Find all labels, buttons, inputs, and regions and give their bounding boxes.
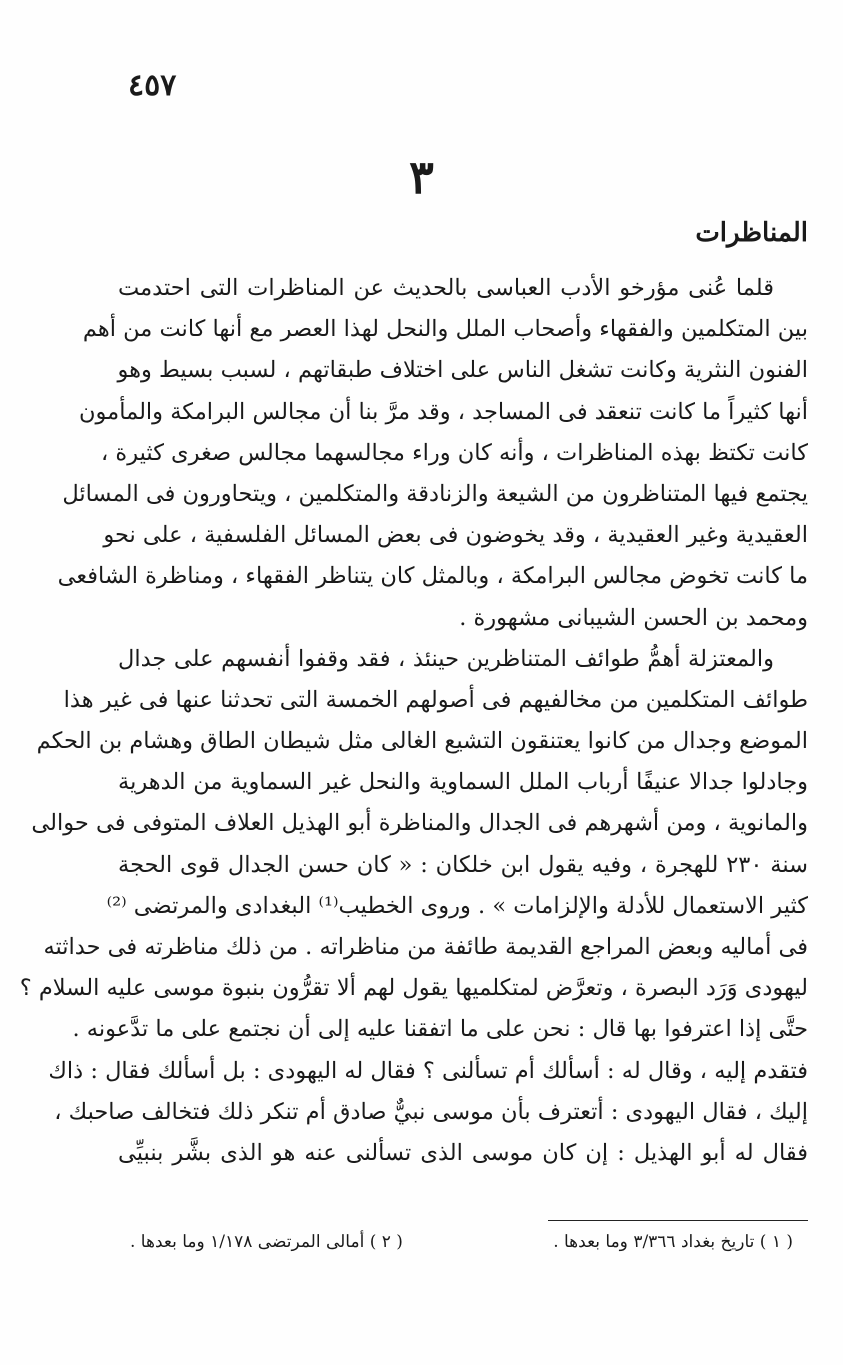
text-line: والمانوية ، ومن أشهرهم فى الجدال والمناظرة أبو الهذيل العلاف المتوفى فى حوالى bbox=[31, 810, 808, 837]
text-line: العقيدية وغير العقيدية ، وقد يخوضون فى بعض المسائل الفلسفية ، على نحو bbox=[103, 522, 808, 549]
text-line: قلما عُنى مؤرخو الأدب العباسى بالحديث عن المناظرات التى احتدمت bbox=[118, 275, 774, 301]
text-line: والمعتزلة أهمُّ طوائف المتناظرين حينئذ ، فقد وقفوا أنفسهم على جدال bbox=[118, 645, 774, 672]
text-line: سنة ٢٣٠ للهجرة ، وفيه يقول ابن خلكان : « كان حسن الجدال قوى الحجة bbox=[118, 851, 809, 878]
footnotes bbox=[130, 1227, 793, 1257]
text-line: الموضع وجدال من كانوا يعتنقون التشيع الغالى مثل شيطان الطاق وهشام بن الحكم bbox=[36, 728, 808, 755]
text-line: فى أماليه وبعض المراجع القديمة طائفة من مناظراته . من ذلك مناظرته فى حداثته bbox=[43, 934, 808, 960]
chapter-number: ٣ bbox=[409, 150, 434, 204]
text-line: بين المتكلمين والفقهاء وأصحاب الملل والنحل لهذا العصر مع أنها كانت من أهم bbox=[82, 316, 808, 343]
text-line: وجادلوا جدالا عنيفًا أرباب الملل السماوية والنحل غير السماوية من الدهرية bbox=[118, 769, 808, 796]
text-line: ومحمد بن الحسن الشيبانى مشهورة . bbox=[459, 604, 808, 631]
text-line: حتَّى إذا اعترفوا بها قال : نحن على ما اتفقنا عليه إلى أن نجتمع على ما تدَّعونه . bbox=[72, 1016, 808, 1043]
text-line: فتقدم إليه ، وقال له : أسألك أم تسألنى ؟ فقال له اليهودى : بل أسألك فقال : ذاك bbox=[48, 1057, 808, 1084]
text-line: ما كانت تخوض مجالس البرامكة ، وبالمثل كان يتناظر الفقهاء ، ومناظرة الشافعى bbox=[57, 563, 808, 590]
text-line: الفنون النثرية وكانت تشغل الناس على اختلاف طبقاتهم ، لسبب بسيط وهو bbox=[117, 357, 808, 384]
footnote-divider bbox=[548, 1220, 808, 1221]
page-number: ٤٥٧ bbox=[128, 68, 177, 103]
text-line: طوائف المتكلمين من مخالفيهم فى أصولهم الخمسة التى تحدثنا عنها فى غير هذا bbox=[63, 686, 808, 713]
footnote-2: ( ٢ ) أمالى المرتضى ١/١٧٨ وما بعدها . bbox=[130, 1232, 403, 1252]
text-line: أنها كثيراً ما كانت تنعقد فى المساجد ، وقد مرَّ بنا أن مجالس البرامكة والمأمون bbox=[79, 398, 808, 425]
text-line: إليك ، فقال اليهودى : أتعترف بأن موسى نبيٌّ صادق أم تنكر ذلك فتخالف صاحبك ، bbox=[54, 1098, 808, 1125]
text-line: كانت تكتظ بهذه المناظرات ، وأنه كان وراء مجالسهما مجالس صغرى كثيرة ، bbox=[101, 439, 808, 466]
text-line: فقال له أبو الهذيل : إن كان موسى الذى تسألنى عنه هو الذى بشَّر بنبيِّى bbox=[118, 1139, 808, 1166]
footnote-1: ( ١ ) تاريخ بغداد ٣/٣٦٦ وما بعدها . bbox=[553, 1232, 793, 1252]
section-title: المناظرات bbox=[695, 218, 808, 248]
text-line: يجتمع فيها المتناظرون من الشيعة والزنادقة والمتكلمين ، ويتحاورون فى المسائل bbox=[62, 480, 808, 507]
text-line: كثير الاستعمال للأدلة والإلزامات » . وروى الخطيب⁽¹⁾ البغدادى والمرتضى ⁽²⁾ bbox=[106, 892, 808, 919]
body-text bbox=[19, 268, 809, 1174]
text-line: ليهودى وَرَد البصرة ، وتعرَّض لمتكلميها يقول لهم ألا تقرُّون بنبوة موسى عليه السلام ؟ bbox=[19, 975, 808, 1002]
